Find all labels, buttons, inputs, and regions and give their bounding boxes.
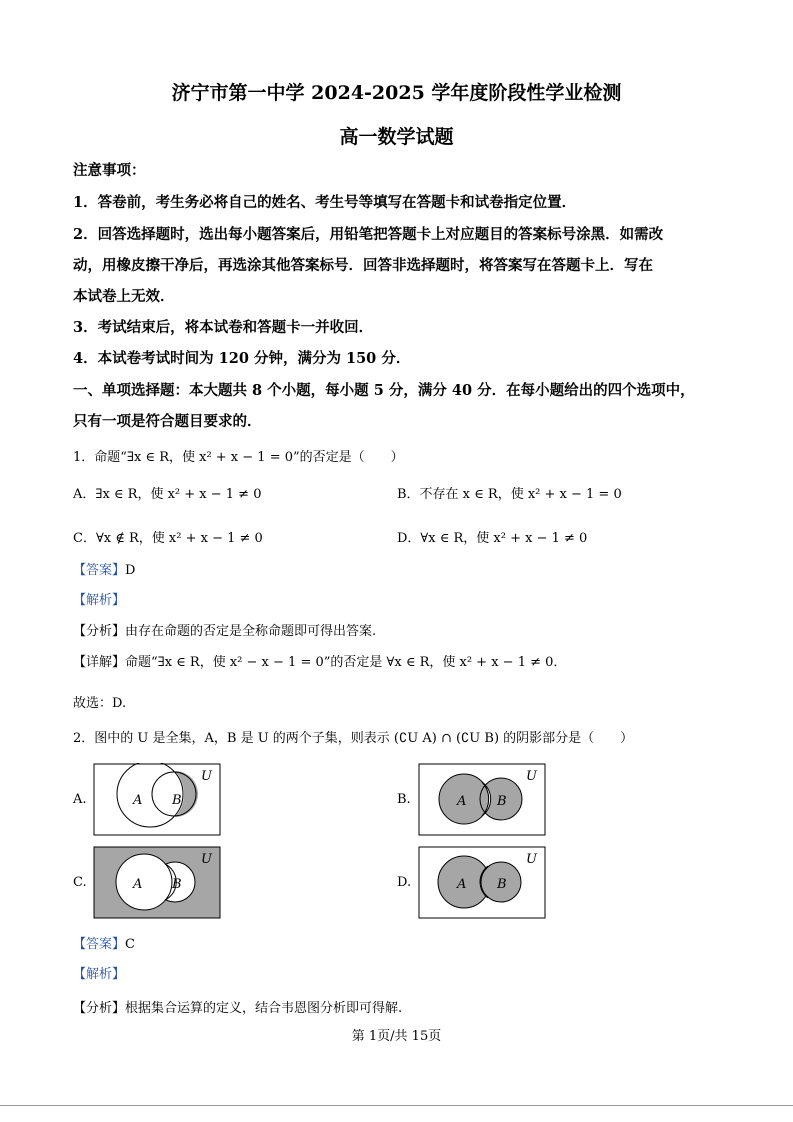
q1-stem: 1．命题“∃x ∈ R，使 x² + x − 1 = 0”的否定是（ ）: [73, 450, 404, 465]
q2-option-c-label: C.: [73, 875, 87, 890]
answer-tag: 【答案】: [73, 937, 126, 952]
label-u: U: [201, 769, 212, 784]
q2-analysis-tag: 【解析】: [73, 967, 126, 982]
label-a: A: [133, 793, 143, 808]
q1-xiangjie-line: [73, 651, 566, 670]
circle-a: [116, 854, 172, 910]
q1-answer: D: [125, 563, 136, 578]
xiangjie-tag: 【详解】: [73, 655, 126, 670]
page-number: 第 1页/共 15页: [351, 1029, 442, 1044]
q1-conclusion: 故选：D.: [73, 696, 127, 711]
venn-diagram-b: [418, 763, 547, 837]
notice-item-4: 4．本试卷考试时间为 120 分钟，满分为 150 分．: [73, 350, 411, 367]
q1-answer-line: [73, 559, 135, 578]
label-b: B: [172, 793, 182, 808]
q1-option-c: C．∀x ∉ R，使 x² + x − 1 ≠ 0: [73, 531, 263, 546]
notice-item-2b: 动，用橡皮擦干净后，再选涂其他答案标号．回答非选择题时，将答案写在答题卡上．写在: [73, 257, 653, 274]
label-b: B: [172, 877, 182, 892]
label-u: U: [526, 852, 537, 867]
q1-xiangjie: 命题“∃x ∈ R，使 x² − x − 1 = 0”的否定是 ∀x ∈ R，使 x² + x − 1 ≠ 0．: [125, 655, 567, 670]
notice-heading: 注意事项：: [73, 162, 146, 179]
q1-option-a: A．∃x ∈ R，使 x² + x − 1 ≠ 0: [73, 487, 262, 502]
notice-item-2a: 2．回答选择题时，选出每小题答案后，用铅笔把答题卡上对应题目的答案标号涂黑．如需改: [73, 226, 664, 243]
fenxi-tag: 【分析】: [73, 1001, 126, 1016]
q2-option-d-label: D.: [397, 875, 412, 890]
notice-item-3: 3．考试结束后，将本试卷和答题卡一并收回．: [73, 319, 374, 336]
answer-tag: 【答案】: [73, 563, 126, 578]
label-u: U: [526, 769, 537, 784]
label-a: A: [457, 877, 467, 892]
label-a: A: [457, 794, 467, 809]
bottom-divider: [0, 1105, 793, 1106]
section-heading-line2: 只有一项是符合题目要求的．: [73, 413, 262, 430]
notice-item-2c: 本试卷上无效．: [73, 288, 175, 305]
q1-option-b: B．不存在 x ∈ R，使 x² + x − 1 = 0: [397, 487, 622, 502]
venn-diagram-c: [93, 846, 222, 920]
q2-answer: C: [125, 937, 135, 952]
page-subtitle: 高一数学试题: [339, 126, 454, 148]
q2-answer-line: [73, 933, 135, 952]
page-title: 济宁市第一中学 2024-2025 学年度阶段性学业检测: [171, 82, 622, 104]
q1-fenxi: 由存在命题的否定是全称命题即可得出答案.: [125, 624, 377, 639]
label-u: U: [201, 852, 212, 867]
q1-option-d: D．∀x ∈ R，使 x² + x − 1 ≠ 0: [397, 531, 588, 546]
label-a: A: [133, 877, 143, 892]
section-heading-line1: 一、单项选择题：本大题共 8 个小题，每小题 5 分，满分 40 分．在每小题给出的四个选项中，: [73, 382, 695, 399]
label-b: B: [497, 794, 507, 809]
q2-option-b-label: B.: [397, 792, 411, 807]
q2-fenxi: 根据集合运算的定义，结合韦恩图分析即可得解.: [125, 1001, 403, 1016]
venn-diagram-a: [93, 763, 222, 837]
fenxi-tag: 【分析】: [73, 624, 126, 639]
q2-option-a-label: A.: [73, 792, 87, 807]
q1-fenxi-line: [73, 620, 376, 639]
q1-analysis-tag: 【解析】: [73, 593, 126, 608]
venn-diagram-d: [418, 846, 547, 920]
q2-stem: 2．图中的 U 是全集，A，B 是 U 的两个子集，则表示 (∁U A) ∩ (∁U B) 的阴影部分是（ ）: [73, 731, 634, 746]
notice-item-1: 1．答卷前，考生务必将自己的姓名、考生号等填写在答题卡和试卷指定位置．: [73, 194, 577, 211]
label-b: B: [497, 877, 507, 892]
q2-fenxi-line: [73, 997, 402, 1016]
